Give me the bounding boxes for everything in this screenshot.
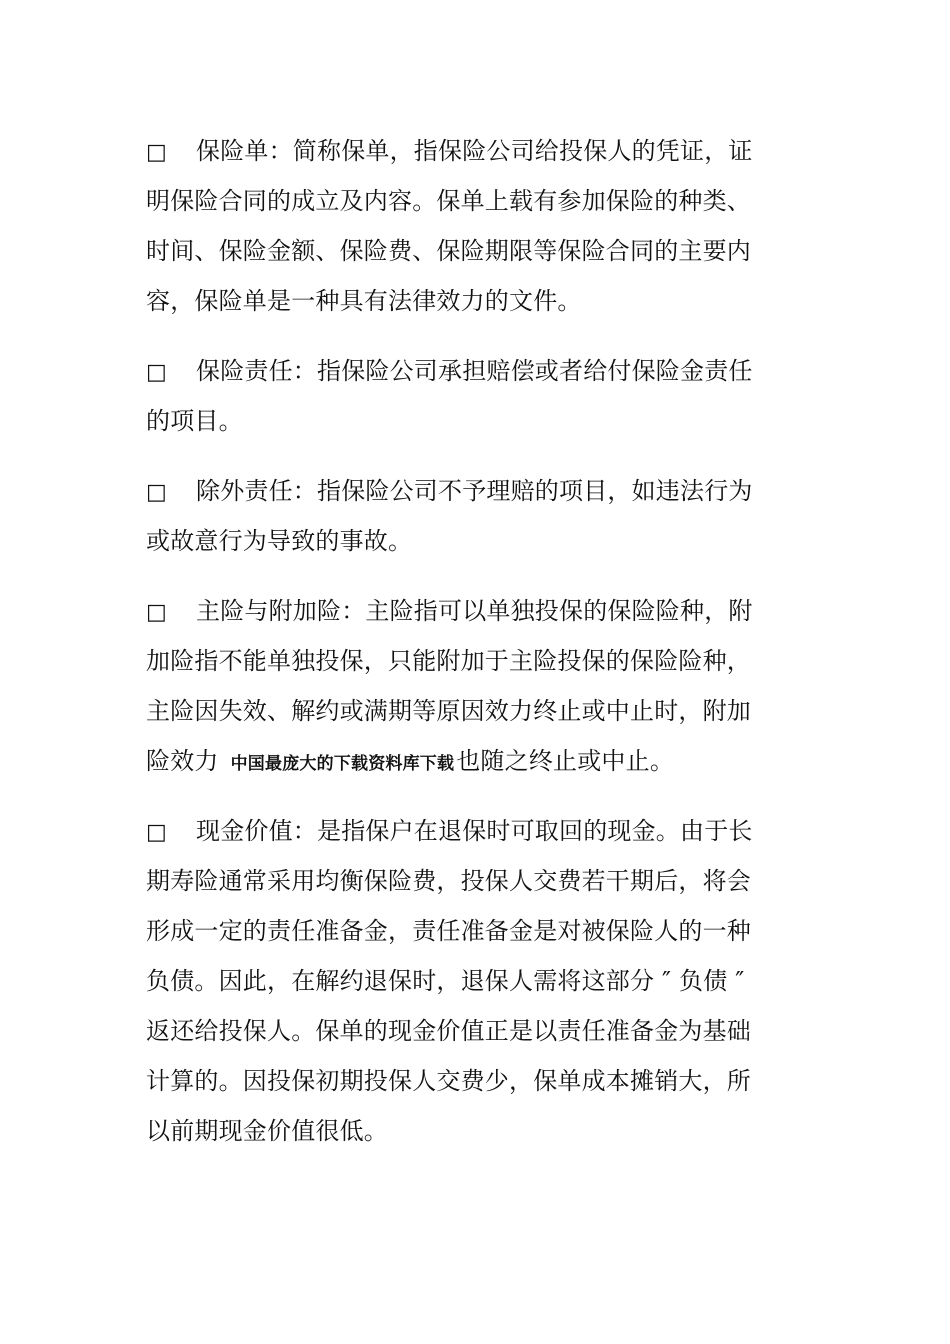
paragraph-cash-value <box>146 806 796 1156</box>
line-text: 保险单：简称保单，指保险公司给投保人的凭证，证 <box>196 137 753 165</box>
text-line: 返还给投保人。保单的现金价值正是以责任准备金为基础 <box>146 1017 751 1045</box>
text-line <box>146 466 796 516</box>
text-line <box>146 586 796 636</box>
paragraph-insurance-policy <box>146 126 796 326</box>
text-line <box>146 346 796 396</box>
text-line: 期寿险通常采用均衡保险费，投保人交费若干期后，将会 <box>146 867 751 895</box>
line-text: 主险与附加险：主险指可以单独投保的保险险种，附 <box>196 597 753 625</box>
text-line: 的项目。 <box>146 407 243 435</box>
line-text: 现金价值：是指保户在退保时可取回的现金。由于长 <box>196 817 753 845</box>
text-line <box>146 126 796 176</box>
line-text: 险效力 <box>146 747 219 775</box>
text-line: 计算的。因投保初期投保人交费少，保单成本摊销大，所 <box>146 1067 751 1095</box>
line-text: 保险责任：指保险公司承担赔偿或者给付保险金责任 <box>196 357 753 385</box>
text-line: 形成一定的责任准备金，责任准备金是对被保险人的一种 <box>146 917 751 945</box>
text-line: 容，保险单是一种具有法律效力的文件。 <box>146 287 582 315</box>
text-line: 或故意行为导致的事故。 <box>146 527 413 555</box>
text-line: 时间、保险金额、保险费、保险期限等保险合同的主要内 <box>146 237 751 265</box>
document-page <box>146 126 796 1176</box>
checkbox-bullet-icon: □ <box>146 360 167 385</box>
checkbox-bullet-icon: □ <box>146 480 167 505</box>
text-line: 负债。因此，在解约退保时，退保人需将这部分 ″ 负债 ″ <box>146 967 745 995</box>
checkbox-bullet-icon: □ <box>146 820 167 845</box>
checkbox-bullet-icon: □ <box>146 140 167 165</box>
paragraph-exclusions <box>146 466 796 566</box>
paragraph-main-and-rider <box>146 586 796 786</box>
text-line <box>146 736 796 786</box>
line-text: 除外责任：指保险公司不予理赔的项目，如违法行为 <box>196 477 753 505</box>
text-line: 主险因失效、解约或满期等原因效力终止或中止时，附加 <box>146 697 751 725</box>
text-line: 明保险合同的成立及内容。保单上载有参加保险的种类、 <box>146 187 751 215</box>
paragraph-insurance-liability <box>146 346 796 446</box>
text-line: 以前期现金价值很低。 <box>146 1117 388 1145</box>
text-line <box>146 806 796 856</box>
checkbox-bullet-icon: □ <box>146 600 167 625</box>
watermark-text: 中国最庞大的下载资料库下载 <box>230 754 455 774</box>
text-line: 加险指不能单独投保，只能附加于主险投保的保险险种， <box>146 647 751 675</box>
line-text: 也随之终止或中止。 <box>456 747 675 775</box>
